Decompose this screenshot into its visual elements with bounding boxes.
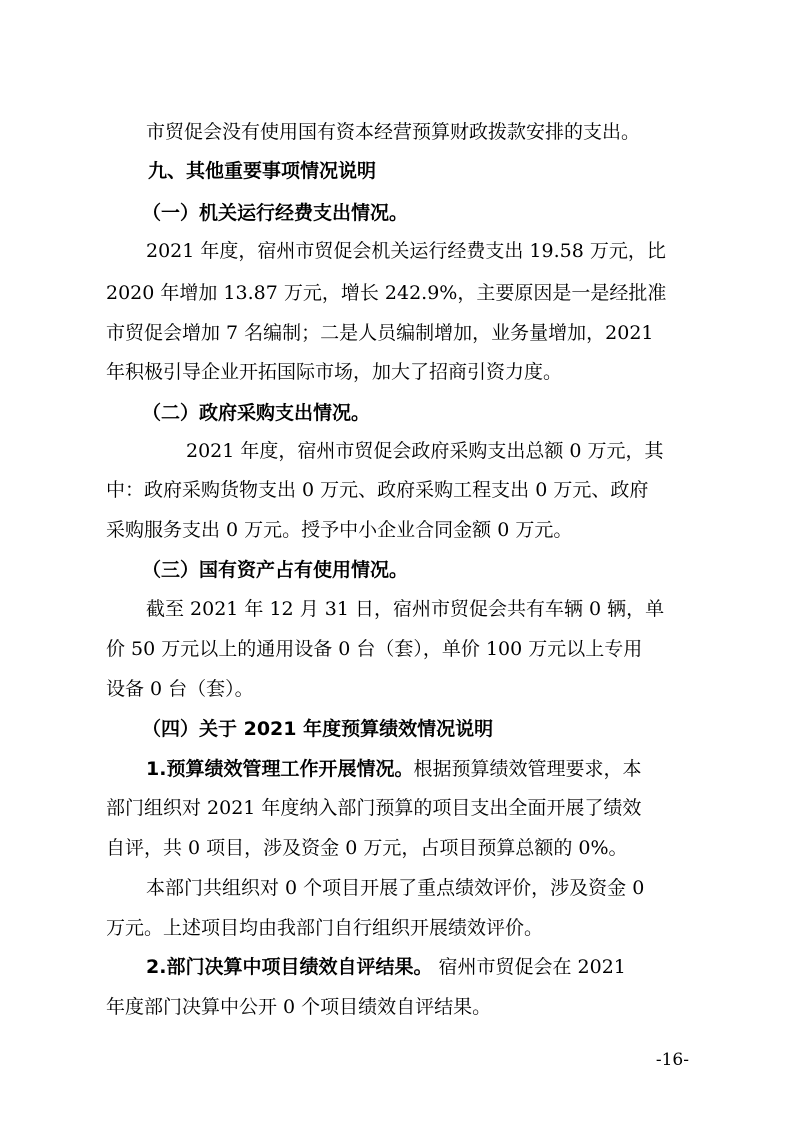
subsection-heading-4: （四）关于 2021 年度预算绩效情况说明: [142, 718, 494, 740]
body-line-13: 部门组织对 2021 年度纳入部门预算的项目支出全面开展了绩效: [106, 797, 642, 819]
body-line-4: 市贸促会增加 7 名编制；二是人员编制增加，业务量增加，2021: [106, 322, 654, 344]
body-line-18: 年度部门决算中公开 0 个项目绩效自评结果。: [106, 996, 492, 1018]
body-line-1: 市贸促会没有使用国有资本经营预算财政拨款安排的支出。: [146, 121, 641, 143]
body-line-15: 本部门共组织对 0 个项目开展了重点绩效评价，涉及资金 0: [146, 877, 645, 899]
subsection-heading-1: （一）机关运行经费支出情况。: [142, 202, 409, 224]
body-line-8: 采购服务支出 0 万元。授予中小企业合同金额 0 万元。: [106, 519, 573, 541]
inline-text-2: 宿州市贸促会在 2021: [432, 956, 626, 978]
body-line-6: 2021 年度，宿州市贸促会政府采购支出总额 0 万元，其: [186, 440, 664, 462]
body-line-17: [146, 955, 626, 979]
body-line-11: 设备 0 台（套）。: [106, 678, 254, 700]
body-line-2: 2021 年度，宿州市贸促会机关运行经费支出 19.58 万元，比: [146, 240, 666, 262]
section-heading-9: 九、其他重要事项情况说明: [148, 160, 377, 182]
body-line-7: 中：政府采购货物支出 0 万元、政府采购工程支出 0 万元、政府: [106, 479, 649, 501]
body-line-10: 价 50 万元以上的通用设备 0 台（套），单价 100 万元以上专用: [106, 638, 643, 660]
body-line-12: [146, 757, 641, 781]
body-line-3: 2020 年增加 13.87 万元，增长 242.9%，主要原因是一是经批准: [106, 282, 667, 304]
body-line-14: 自评，共 0 项目，涉及资金 0 万元，占项目预算总额的 0%。: [106, 837, 628, 859]
page-number: -16-: [655, 1050, 689, 1070]
inline-heading-1: 1.预算绩效管理工作开展情况。: [146, 758, 414, 780]
inline-heading-2: 2.部门决算中项目绩效自评结果。: [146, 956, 433, 978]
body-line-16: 万元。上述项目均由我部门自行组织开展绩效评价。: [106, 917, 544, 939]
body-line-9: 截至 2021 年 12 月 31 日，宿州市贸促会共有车辆 0 辆，单: [146, 598, 665, 620]
inline-text-1: 根据预算绩效管理要求，本: [413, 758, 642, 780]
body-line-5: 年积极引导企业开拓国际市场，加大了招商引资力度。: [106, 361, 563, 383]
subsection-heading-3: （三）国有资产占有使用情况。: [142, 559, 409, 581]
subsection-heading-2: （二）政府采购支出情况。: [142, 402, 371, 424]
